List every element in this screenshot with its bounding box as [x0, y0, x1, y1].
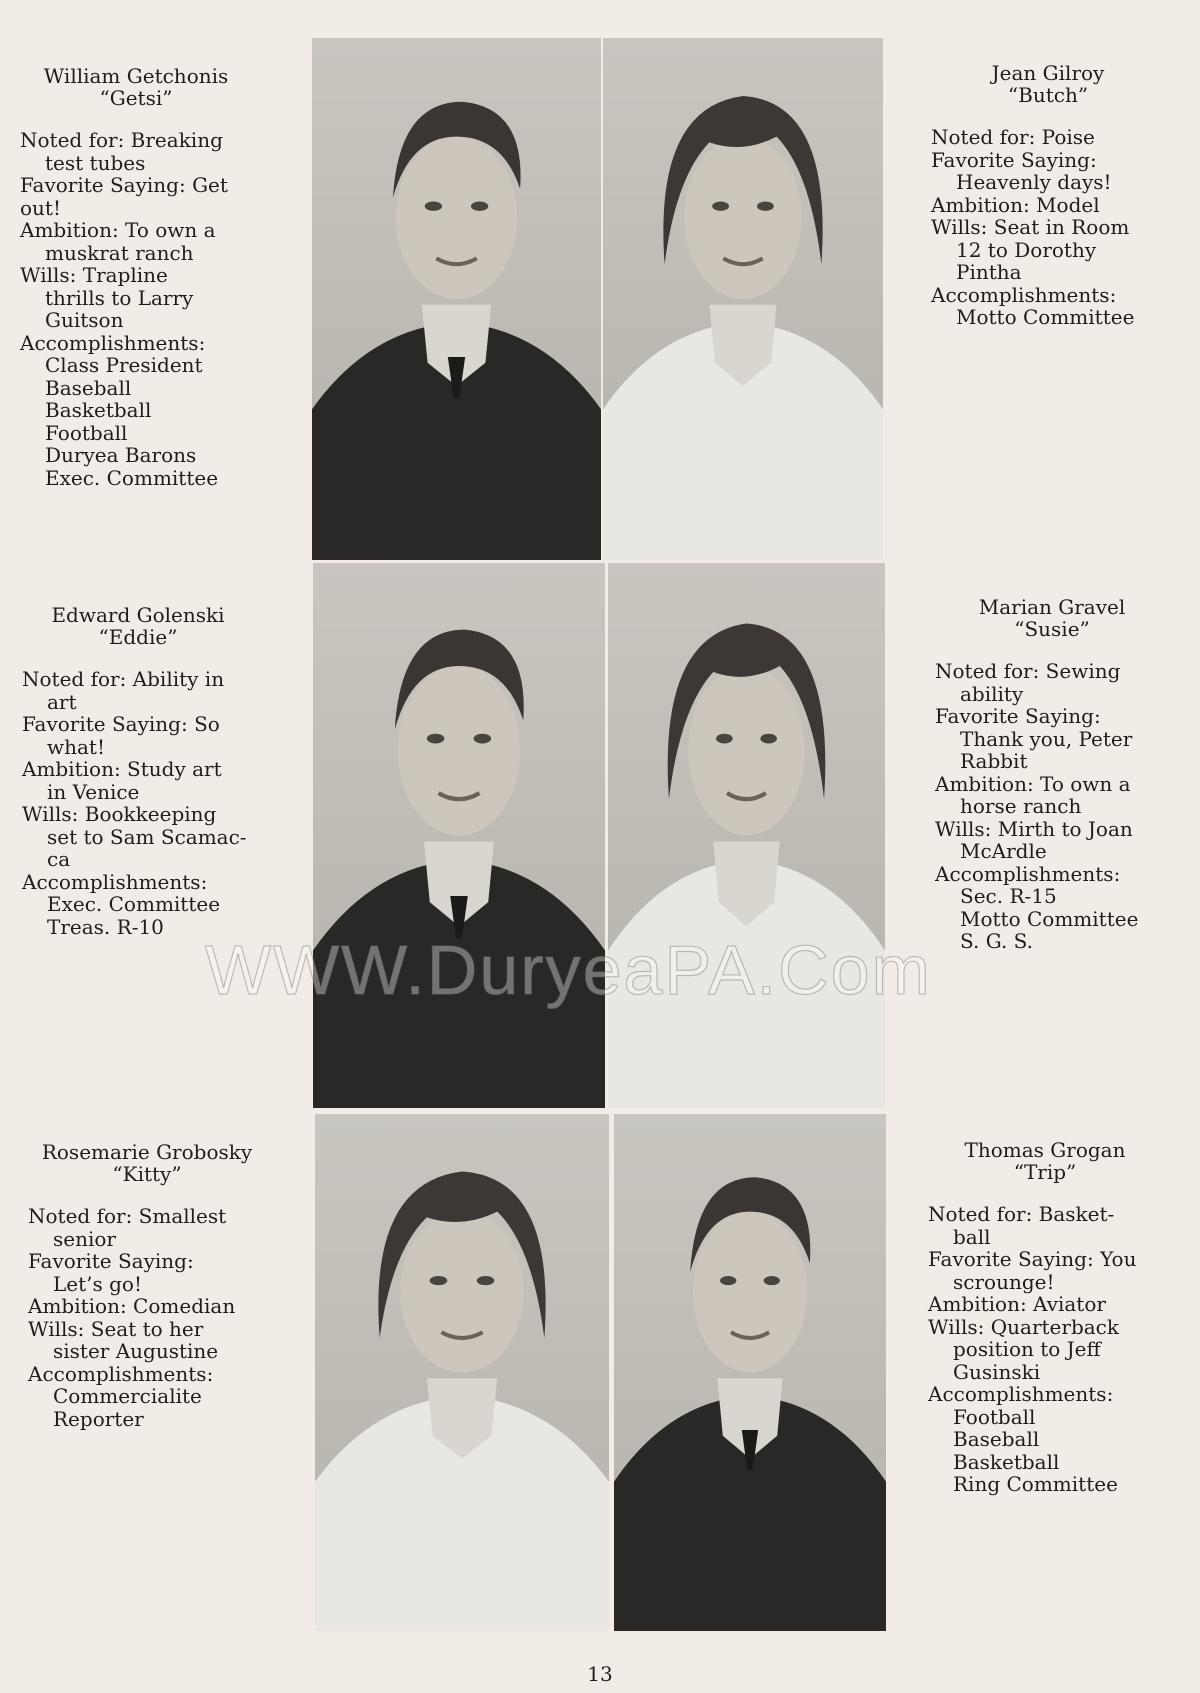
bio-line: Pintha	[956, 260, 1022, 284]
bio-line: Gusinski	[953, 1359, 1041, 1384]
bio-line: Thank you, Peter	[960, 726, 1133, 751]
bio-line: ca	[47, 847, 71, 871]
portrait-silhouette	[312, 38, 601, 560]
bio-line: Accomplishments:	[931, 282, 1117, 307]
student-name: Marian Gravel	[978, 595, 1126, 619]
portrait-silhouette	[313, 563, 605, 1108]
bio-line: Sec. R-15	[960, 884, 1057, 908]
bio-line: Noted for: Breaking	[20, 128, 223, 152]
bio-line: Wills: Seat in Room	[931, 215, 1130, 239]
bio-line: Ambition: Comedian	[28, 1294, 236, 1318]
bio-line: Wills: Quarterback	[928, 1314, 1119, 1339]
bio-line: Rabbit	[960, 749, 1028, 773]
bio-lines	[20, 129, 252, 489]
bio-line: Favorite Saying: So	[22, 712, 220, 736]
bio-line: 12 to Dorothy	[956, 237, 1097, 262]
bio-line: in Venice	[47, 779, 140, 804]
portrait-photo-marian-gravel	[608, 563, 885, 1108]
bio-line: Heavenly days!	[956, 170, 1112, 194]
portrait-silhouette	[608, 563, 885, 1108]
bio-thomas-grogan	[928, 1139, 1162, 1496]
bio-line: Accomplishments:	[928, 1382, 1114, 1406]
bio-line: Ambition: Study art	[22, 757, 222, 781]
student-nickname: “Butch”	[1007, 83, 1089, 107]
student-nickname: “Trip”	[1013, 1160, 1077, 1184]
bio-line: Motto Committee	[960, 906, 1139, 931]
bio-line: Favorite Saying:	[28, 1249, 194, 1273]
bio-line: Guitson	[45, 308, 124, 332]
portrait-photo-jean-gilroy	[603, 38, 883, 560]
portrait-silhouette	[603, 38, 883, 560]
bio-line: Noted for: Sewing	[935, 659, 1121, 683]
page-number: 13	[587, 1662, 613, 1686]
student-name: Jean Gilroy	[991, 61, 1105, 85]
bio-william-getchonis	[20, 65, 252, 489]
bio-line: muskrat ranch	[45, 240, 194, 265]
bio-line: what!	[47, 734, 105, 759]
bio-line: Reporter	[53, 1406, 144, 1431]
bio-line: Motto Committee	[956, 305, 1135, 329]
portrait-silhouette	[315, 1114, 609, 1631]
bio-marian-gravel	[935, 596, 1169, 953]
watermark: WWW.DuryeaPA.Com	[205, 931, 932, 1009]
bio-line: test tubes	[45, 150, 146, 175]
bio-line: Class President	[45, 353, 203, 377]
bio-line: Baseball	[45, 375, 132, 400]
bio-line: Wills: Bookkeeping	[22, 802, 217, 826]
bio-line: Accomplishments:	[22, 869, 208, 894]
bio-lines	[935, 660, 1169, 953]
bio-line: Ambition: To own a	[935, 771, 1131, 796]
bio-line: Ring Committee	[953, 1472, 1118, 1496]
bio-jean-gilroy	[931, 62, 1165, 329]
bio-rosemarie-grobosky	[28, 1141, 266, 1430]
bio-line: Football	[953, 1404, 1036, 1429]
student-nickname: “Susie”	[1014, 617, 1090, 641]
bio-line: Favorite Saying: Get	[20, 173, 228, 197]
bio-line: Commercialite	[53, 1384, 202, 1408]
bio-line: Noted for: Ability in	[22, 667, 225, 691]
bio-line: set to Sam Scamac-	[47, 824, 247, 849]
bio-line: Exec. Committee	[47, 892, 221, 916]
bio-line: S. G. S.	[960, 929, 1034, 953]
bio-line: Ambition: Aviator	[928, 1292, 1106, 1316]
bio-line: Wills: Trapline	[20, 263, 168, 287]
bio-line: ability	[960, 681, 1024, 706]
bio-line: Basketball	[45, 398, 152, 422]
bio-line: Favorite Saying: You	[928, 1247, 1137, 1271]
bio-line: Noted for: Poise	[931, 125, 1095, 149]
bio-lines	[22, 668, 254, 938]
student-name: Edward Golenski	[51, 603, 225, 627]
portrait-photo-william-getchonis	[312, 38, 601, 560]
bio-line: Ambition: To own a	[20, 218, 216, 242]
bio-line: Noted for: Smallest	[28, 1204, 227, 1228]
bio-line: Basketball	[953, 1449, 1060, 1474]
bio-line: out!	[20, 195, 61, 220]
portrait-photo-edward-golenski	[313, 563, 605, 1108]
bio-line: Wills: Seat to her	[28, 1316, 204, 1341]
bio-lines	[931, 126, 1165, 329]
bio-line: Accomplishments:	[935, 861, 1121, 886]
bio-line: Favorite Saying:	[935, 704, 1101, 728]
bio-line: Ambition: Model	[931, 192, 1100, 217]
bio-line: Accomplishments:	[28, 1361, 214, 1386]
bio-line: Let’s go!	[53, 1271, 143, 1296]
student-nickname: “Eddie”	[98, 625, 178, 649]
bio-line: ball	[953, 1224, 991, 1249]
student-nickname: “Getsi”	[99, 86, 173, 110]
bio-line: sister Augustine	[53, 1339, 219, 1363]
bio-line: Favorite Saying:	[931, 147, 1097, 172]
bio-line: Noted for: Basket-	[928, 1202, 1115, 1226]
portrait-photo-rosemarie-grobosky	[315, 1114, 609, 1631]
bio-line: Treas. R-10	[47, 914, 164, 939]
bio-line: Exec. Committee	[45, 465, 219, 490]
bio-line: position to Jeff	[953, 1337, 1101, 1361]
portrait-photo-thomas-grogan	[614, 1114, 886, 1631]
bio-line: McArdle	[960, 839, 1047, 863]
student-name: William Getchonis	[43, 64, 229, 88]
bio-line: Duryea Barons	[45, 443, 197, 467]
bio-line: Accomplishments:	[20, 330, 206, 355]
bio-line: Baseball	[953, 1427, 1040, 1451]
bio-line: Wills: Mirth to Joan	[935, 816, 1133, 841]
student-name: Thomas Grogan	[964, 1138, 1126, 1162]
bio-edward-golenski	[22, 604, 254, 938]
bio-line: scrounge!	[953, 1269, 1055, 1294]
bio-lines	[28, 1205, 266, 1430]
student-nickname: “Kitty”	[112, 1162, 182, 1186]
bio-line: senior	[53, 1226, 116, 1251]
portrait-silhouette	[614, 1114, 886, 1631]
bio-line: horse ranch	[960, 794, 1082, 818]
bio-line: Football	[45, 420, 128, 445]
bio-line: art	[47, 689, 77, 714]
student-name: Rosemarie Grobosky	[41, 1140, 253, 1164]
bio-line: thrills to Larry	[45, 285, 194, 310]
bio-lines	[928, 1203, 1162, 1496]
